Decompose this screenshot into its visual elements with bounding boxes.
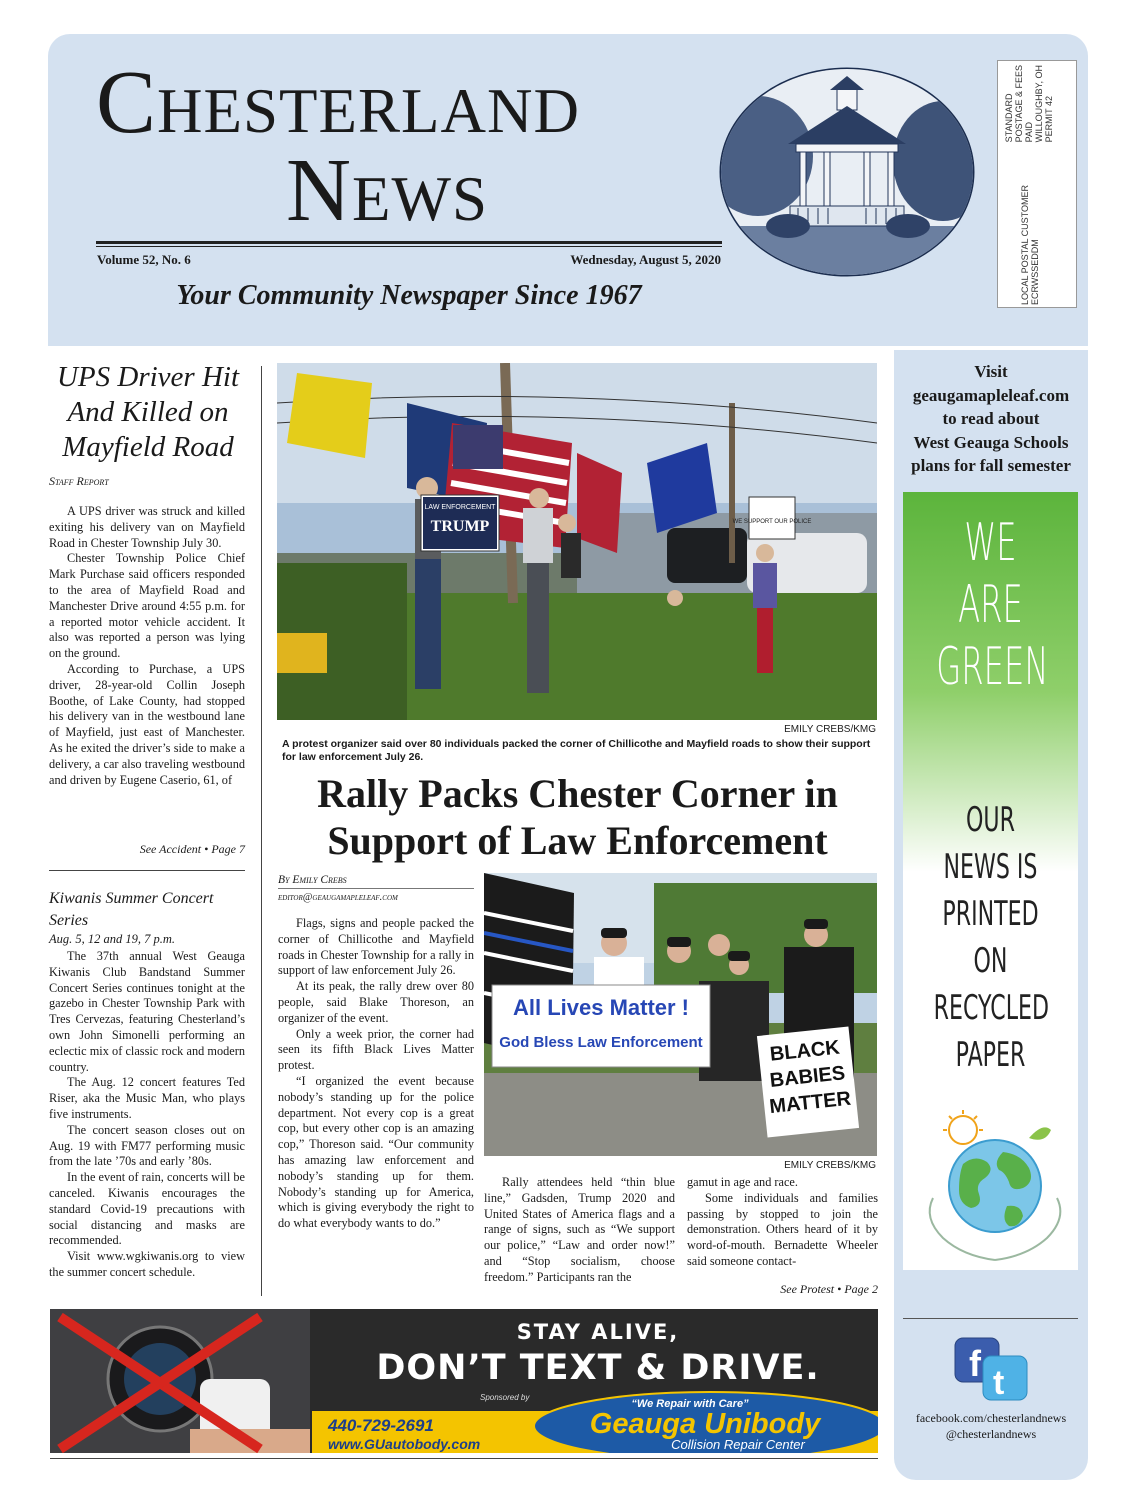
volume-number: Volume 52, No. 6 bbox=[97, 252, 191, 267]
sidebar-divider bbox=[903, 1318, 1078, 1319]
sign-support-police: WE SUPPORT OUR POLICE bbox=[732, 519, 812, 525]
tagline: Your Community Newspaper Since 1967 bbox=[176, 280, 642, 311]
recycled-line: RECYCLED bbox=[933, 988, 1050, 1028]
masthead-rule bbox=[96, 241, 722, 244]
social-links bbox=[900, 1410, 1082, 1442]
ups-byline: Staff Report bbox=[49, 474, 109, 488]
photo-caption: A protest organizer said over 80 individuals packed the corner of Chillicothe and Mayfield roads to show their support for law enforcement July 26. bbox=[282, 738, 871, 763]
postage-line: PERMIT 42 bbox=[1044, 96, 1054, 143]
ad-service: Collision Repair Center bbox=[671, 1437, 805, 1452]
rally-headline: Rally Packs Chester Corner in Support of Law Enforcement bbox=[317, 771, 838, 863]
kiwanis-dates: Aug. 5, 12 and 19, 7 p.m. bbox=[49, 932, 176, 946]
ad-phone: 440-729-2691 bbox=[328, 1416, 434, 1435]
article-paragraph: A UPS driver was struck and killed exiting his delivery van on Mayfield Road in Chester Township July 30. bbox=[49, 504, 245, 550]
kiwanis-title: Kiwanis Summer Concert Series bbox=[49, 890, 214, 929]
newspaper-title-line2: News bbox=[286, 141, 488, 240]
postage-line: STANDARD bbox=[1004, 93, 1014, 143]
ups-headline: UPS Driver Hit And Killed on Mayfield Road bbox=[56, 361, 240, 463]
recycled-line: ON bbox=[973, 941, 1008, 981]
ad-website[interactable]: www.GUautobody.com bbox=[328, 1436, 481, 1452]
column-rule bbox=[261, 366, 262, 1296]
visit-url[interactable]: geaugamapleleaf.com bbox=[912, 385, 1070, 405]
ad-business-name: Geauga Unibody bbox=[589, 1408, 821, 1440]
sign-god-bless: God Bless Law Enforcement bbox=[499, 1034, 703, 1051]
facebook-link[interactable]: facebook.com/chesterlandnews bbox=[915, 1411, 1067, 1425]
sign-all-lives-matter: All Lives Matter ! bbox=[512, 995, 690, 1020]
green-word: ARE bbox=[958, 575, 1023, 635]
green-word: WE bbox=[964, 513, 1017, 573]
byline-email[interactable]: editor@geaugamapleleaf.com bbox=[278, 892, 398, 903]
article-paragraph: Some individuals and families passing by stopped to join the demonstration. Others heard of it by word-of-mouth. Bernadette Wheeler said someone contact- bbox=[687, 1190, 878, 1268]
recycled-line: OUR bbox=[966, 800, 1015, 840]
recycled-line: NEWS IS bbox=[943, 847, 1038, 887]
postal-customer-line: LOCAL POSTAL CUSTOMER bbox=[1020, 185, 1030, 306]
twitter-handle[interactable]: @chesterlandnews bbox=[945, 1427, 1037, 1441]
ad-dont-text-drive: DON’T TEXT & DRIVE. bbox=[376, 1348, 820, 1388]
gazebo-logo bbox=[718, 66, 976, 278]
article-paragraph: In the event of rain, concerts will be canceled. Kiwanis encourages the standard Covid-19 precautions with social distancing and masks are recommended. bbox=[49, 1170, 245, 1248]
rally-body-col2 bbox=[484, 1175, 675, 1286]
rally-jump-line[interactable]: See Protest • Page 2 bbox=[780, 1282, 878, 1296]
sign-law-enforcement: LAW ENFORCEMENT bbox=[424, 504, 496, 511]
postage-indicia bbox=[997, 60, 1077, 308]
rally-body-col1 bbox=[278, 916, 474, 1232]
article-paragraph: “I organized the event because nobody’s standing up for the police department. Not every cop is a great cop, but every other cop is an amazing cop,” Thoreson said. “Our community has amazing law enforcement and nobody’s standing up for them. Nobody’s standing up for America, which is giving everybody the right to do what everybody wants to do.” bbox=[278, 1073, 474, 1231]
article-paragraph: The concert season closes out on Aug. 19 with FM77 performing music from the late ’70s and early ’80s. bbox=[49, 1122, 245, 1169]
article-paragraph: Only a week prior, the corner had seen its fifth Black Lives Matter protest. bbox=[278, 1026, 474, 1073]
masthead-rule-thin bbox=[96, 246, 722, 247]
article-paragraph: At its peak, the rally drew over 80 people, said Blake Thoreson, an organizer of the event. bbox=[278, 979, 474, 1025]
green-word: GREEN bbox=[936, 637, 1049, 697]
visit-line: plans for fall semester bbox=[911, 456, 1071, 475]
sign-trump: TRUMP bbox=[430, 518, 490, 535]
article-paragraph: Visit www.wgkiwanis.org to view the summer concert schedule. bbox=[49, 1249, 245, 1279]
article-paragraph: Flags, signs and people packed the corner of Chillicothe and Mayfield roads in Chester Township for a rally in support of law enforcement July 26. bbox=[278, 916, 474, 978]
kiwanis-body bbox=[49, 949, 245, 1281]
facebook-twitter-icon[interactable] bbox=[953, 1336, 1029, 1402]
visit-line: to read about bbox=[942, 409, 1040, 428]
article-paragraph: Rally attendees held “thin blue line,” Gadsden, Trump 2020 and United States of America flags and a range of signs, such as “We support our police,” “Law and order now!” and “Stop socialism, choose freedom.” Participants ran the bbox=[484, 1175, 675, 1284]
newspaper-title-line1: Chesterland bbox=[96, 53, 581, 152]
sign-babies: BABIES bbox=[768, 1062, 847, 1092]
ups-jump-line[interactable]: See Accident • Page 7 bbox=[139, 842, 245, 856]
visit-line: Visit bbox=[974, 362, 1008, 381]
svg-text:f: f bbox=[969, 1343, 981, 1384]
photo-credit: EMILY CREBS/KMG bbox=[784, 724, 876, 735]
page-bottom-rule bbox=[50, 1458, 878, 1459]
article-paragraph: Chester Township Police Chief Mark Purchase said officers responded to the area of Mayfield Road and Manchester Drive around 4:55 p.m. for a reported motor vehicle accident. It also was reported a person was lying on the ground. bbox=[49, 551, 245, 661]
ad-sponsored-by: Sponsored by bbox=[480, 1393, 530, 1402]
article-paragraph: The 37th annual West Geauga Kiwanis Club Bandstand Summer Concert Series continues tonight at the gazebo in Chester Township Park with Tres Cervezas, featuring Chesterland’s own John Simonelli performing an eclectic mix of classic rock and modern country. bbox=[49, 949, 245, 1074]
article-paragraph: The Aug. 12 concert features Ted Riser, aka the Music Man, who plays five instruments. bbox=[49, 1075, 245, 1121]
ad-slogan: “We Repair with Care” bbox=[631, 1398, 749, 1410]
rally-photo bbox=[277, 363, 877, 720]
all-lives-matter-photo bbox=[484, 873, 877, 1156]
rally-body-col3 bbox=[687, 1175, 878, 1270]
byline-divider bbox=[278, 888, 474, 889]
recycled-text bbox=[934, 797, 1048, 1079]
postage-line: WILLOUGHBY, OH bbox=[1034, 65, 1044, 143]
column-divider bbox=[49, 870, 245, 871]
rally-byline bbox=[278, 872, 398, 906]
visit-line: West Geauga Schools bbox=[913, 432, 1069, 452]
photo-credit: EMILY CREBS/KMG bbox=[784, 1160, 876, 1171]
visit-promo bbox=[900, 360, 1082, 478]
sign-black: BLACK bbox=[768, 1036, 841, 1066]
we-are-green-text bbox=[936, 512, 1049, 698]
byline-name: By Emily Crebs bbox=[278, 874, 347, 886]
recycled-line: PAPER bbox=[955, 1035, 1026, 1075]
postage-line: POSTAGE & FEES bbox=[1014, 65, 1024, 143]
globe-in-hands-icon bbox=[903, 1108, 1078, 1270]
ups-article-body bbox=[49, 504, 245, 788]
postal-customer-line: ECRWSSEDDM bbox=[1030, 239, 1040, 306]
article-paragraph: gamut in age and race. bbox=[687, 1175, 798, 1189]
sign-matter: MATTER bbox=[768, 1087, 853, 1119]
issue-date: Wednesday, August 5, 2020 bbox=[570, 252, 721, 267]
ad-stay-alive: STAY ALIVE, bbox=[516, 1320, 680, 1344]
svg-text:t: t bbox=[993, 1364, 1005, 1402]
recycled-line: PRINTED bbox=[942, 894, 1039, 934]
postage-line: PAID bbox=[1024, 122, 1034, 143]
dont-text-drive-ad[interactable] bbox=[50, 1309, 878, 1453]
article-paragraph: According to Purchase, a UPS driver, 28-year-old Collin Joseph Boothe, of Lake County, had stopped his delivery van in the westbound lane of Mayfield, just east of Manchester. As he exited the driver’s side to make a delivery, a car also traveling westbound and driven by Eugene Caserio, 61, of bbox=[49, 661, 245, 787]
